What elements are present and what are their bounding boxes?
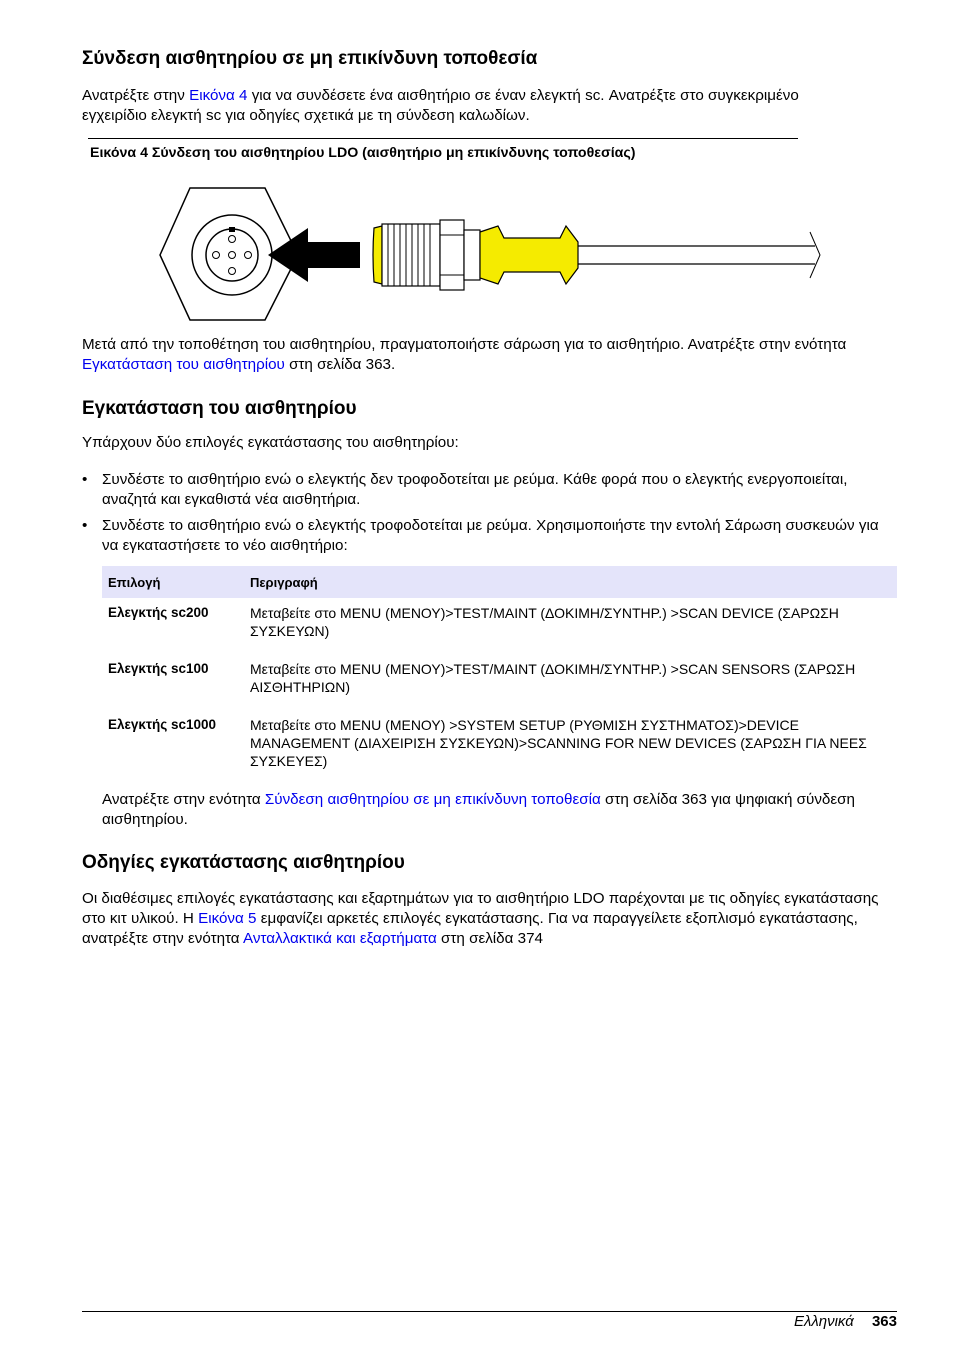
description-cell: Μεταβείτε στο MENU (ΜΕΝΟΥ)>TEST/MAINT (ΔΟΚΙΜΗ/ΣΥΝΤΗΡ.) >SCAN SENSORS (ΣΑΡΩΣΗ ΑΙΣΘΗΤΗΡΙΩΝ)	[250, 661, 856, 695]
section-heading-guidelines: Οδηγίες εγκατάστασης αισθητηρίου	[82, 852, 405, 873]
receptacle-pin	[245, 252, 252, 259]
connector-body	[480, 226, 578, 284]
receptacle-key	[229, 227, 235, 232]
section-heading-connect: Σύνδεση αισθητηρίου σε μη επικίνδυνη τοποθεσία	[82, 48, 538, 69]
connector-thread	[382, 224, 440, 286]
page-number: 363	[871, 1313, 897, 1330]
option-cell: Ελεγκτής sc200	[108, 605, 209, 620]
footer-language: Ελληνικά	[793, 1313, 854, 1330]
figure-caption: Εικόνα 4 Σύνδεση του αισθητηρίου LDO (αισθητήριο μη επικίνδυνης τοποθεσίας)	[90, 145, 636, 161]
receptacle-pin	[229, 252, 236, 259]
section-heading-install: Εγκατάσταση του αισθητηρίου	[82, 398, 357, 419]
list-item: • Συνδέστε το αισθητήριο ενώ ο ελεγκτής τροφοδοτείται με ρεύμα. Χρησιμοποιήστε την εντολή Σάρωση συσκευών για να εγκαταστήσετε το νέο αισθητήριο:	[82, 517, 879, 554]
connector-hex-nut	[440, 220, 464, 290]
column-header-description: Περιγραφή	[244, 566, 897, 598]
table-header-row	[102, 566, 897, 598]
option-cell: Ελεγκτής sc1000	[108, 717, 217, 732]
digital-connection-note: Ανατρέξτε στην ενότητα Σύνδεση αισθητηρίου σε μη επικίνδυνη τοποθεσία στη σελίδα 363 για ψηφιακή σύνδεση αισθητηρίου.	[102, 791, 855, 828]
description-cell: Μεταβείτε στο MENU (ΜΕΝΟΥ) >SYSTEM SETUP (ΡΥΘΜΙΣΗ ΣΥΣΤΗΜΑΤΟΣ)>DEVICE MANAGEMENT (ΔΙΑΧΕΙΡΙΣΗ ΣΥΣΚΕΥΩΝ)>SCANNING FOR NEW DEVICES (ΣΑΡΩΣΗ ΓΙΑ ΝΕΕΣ ΣΥΣΚΕΥΕΣ)	[250, 717, 867, 769]
table-row	[102, 654, 897, 710]
after-figure-paragraph: Μετά από την τοποθέτηση του αισθητηρίου, πραγματοποιήστε σάρωση για το αισθητήριο. Ανατρέξτε στην ενότητα Εγκατάσταση του αισθητηρίου στη σελίδα 363.	[82, 336, 847, 373]
connect-paragraph: Ανατρέξτε στην Εικόνα 4 για να συνδέσετε ένα αισθητήριο σε έναν ελεγκτή sc. Ανατρέξτε στο συγκεκριμένο εγχειρίδιο ελεγκτή sc για οδηγίες σχετικά με τη σύνδεση καλωδίων.	[82, 87, 799, 124]
table-row	[102, 598, 897, 654]
cable-break	[810, 232, 820, 278]
guidelines-paragraph: Οι διαθέσιμες επιλογές εγκατάστασης και εξαρτημάτων για το αισθητήριο LDO παρέχονται με τις οδηγίες εγκατάστασης στο κιτ υλικού. Η Εικόνα 5 εμφανίζει αρκετές επιλογές εγκατάστασης. Για να παραγγείλετε εξοπλισμό εγκατάστασης, ανατρέξτε στην ενότητα Ανταλλακτικά και εξαρτήματα στη σελίδα 374	[82, 890, 879, 947]
column-header-option: Επιλογή	[102, 566, 244, 598]
figure-5-link[interactable]: Εικόνα 5	[198, 910, 257, 927]
spare-parts-link[interactable]: Ανταλλακτικά και εξαρτήματα	[242, 930, 437, 947]
install-sensor-link[interactable]: Εγκατάσταση του αισθητηρίου	[82, 356, 285, 373]
receptacle-pin	[213, 252, 220, 259]
receptacle-pin	[229, 268, 236, 275]
sensor-connection-diagram	[150, 180, 840, 330]
install-intro: Υπάρχουν δύο επιλογές εγκατάστασης του αισθητηρίου:	[82, 434, 459, 451]
figure-top-rule	[88, 138, 798, 139]
option-cell: Ελεγκτής sc100	[108, 661, 209, 676]
table-row	[102, 710, 897, 784]
list-item: • Συνδέστε το αισθητήριο ενώ ο ελεγκτής δεν τροφοδοτείται με ρεύμα. Κάθε φορά που ο ελεγκτής ενεργοποιείται, αναζητά και εγκαθιστά νέα αισθητήρια.	[82, 471, 848, 508]
scan-options-table	[102, 566, 897, 784]
figure-4-link[interactable]: Εικόνα 4	[189, 87, 248, 104]
receptacle-pin	[229, 236, 236, 243]
page-footer	[794, 1313, 897, 1330]
connector-nut	[373, 226, 382, 284]
install-options-list	[80, 470, 880, 556]
footer-rule	[82, 1311, 897, 1312]
connect-section-link[interactable]: Σύνδεση αισθητηρίου σε μη επικίνδυνη τοποθεσία	[264, 791, 601, 808]
description-cell: Μεταβείτε στο MENU (ΜΕΝΟΥ)>TEST/MAINT (ΔΟΚΙΜΗ/ΣΥΝΤΗΡ.) >SCAN DEVICE (ΣΑΡΩΣΗ ΣΥΣΚΕΥΩΝ)	[250, 605, 839, 639]
